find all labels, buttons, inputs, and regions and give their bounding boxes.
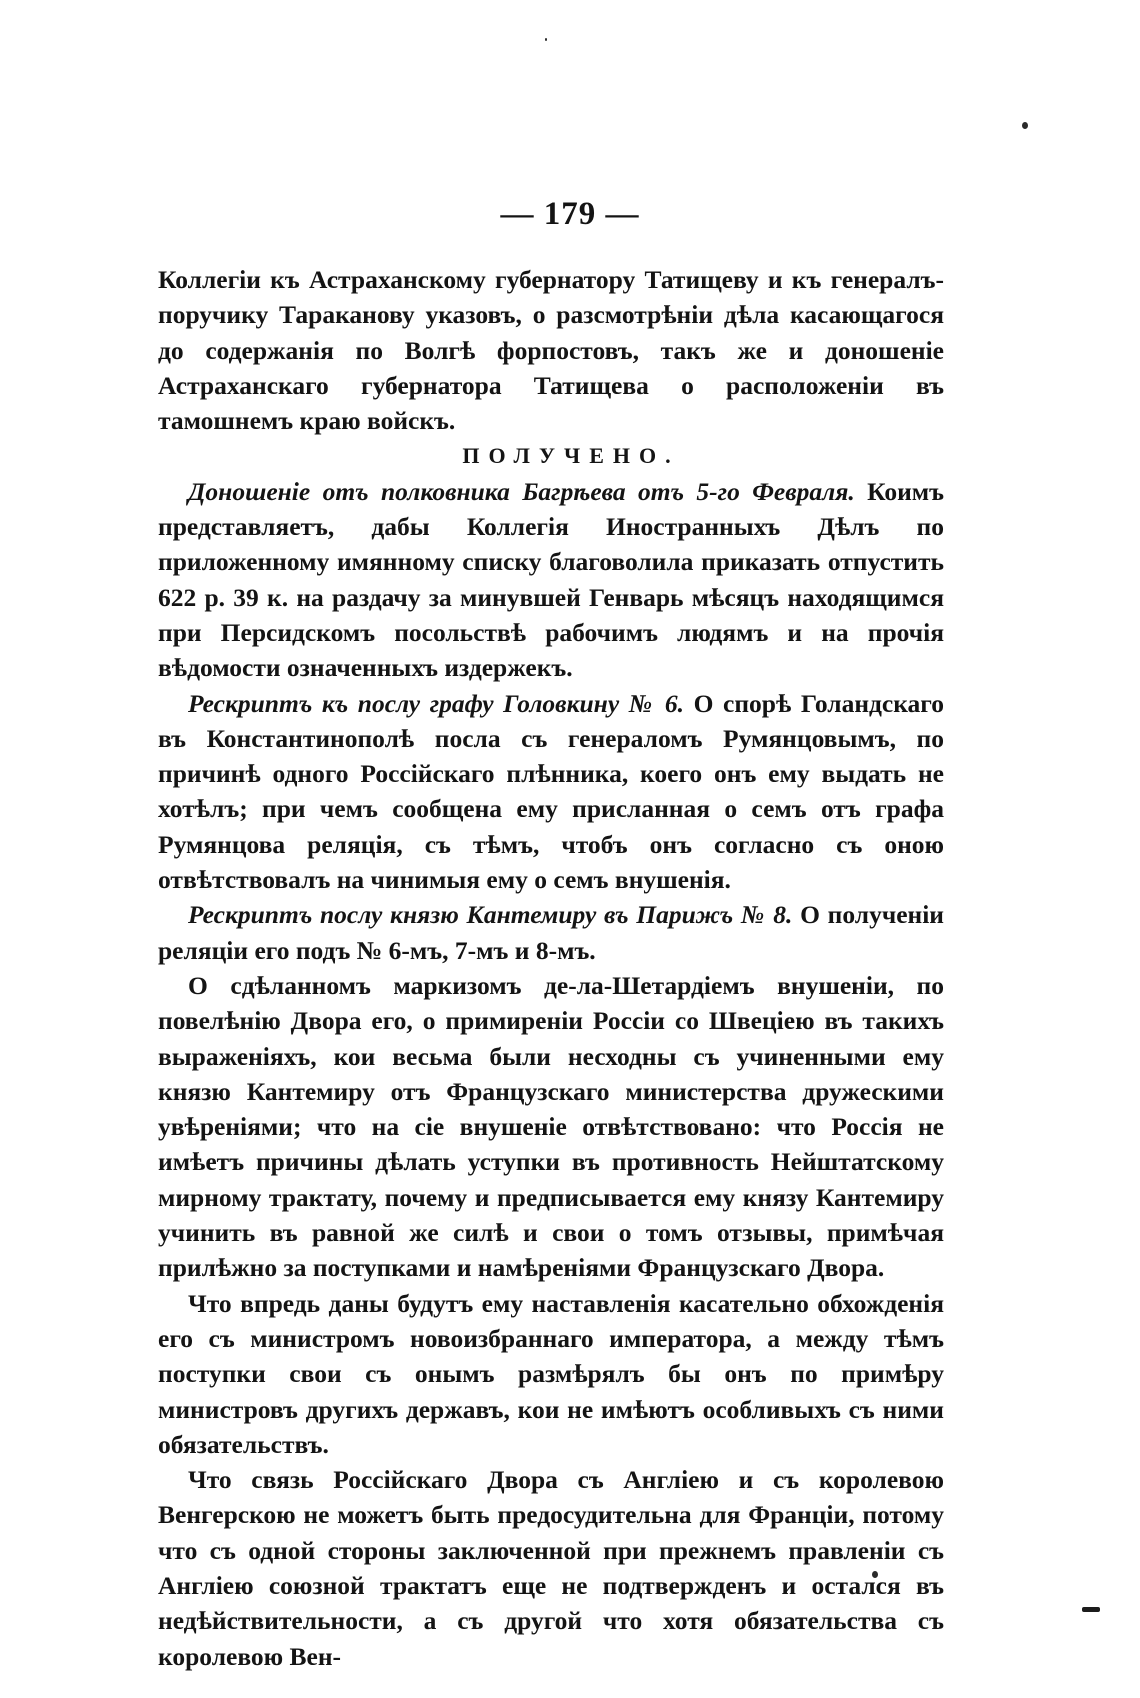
document-title: Рескриптъ къ послу графу Головкину № 6. bbox=[188, 688, 685, 718]
paragraph bbox=[158, 897, 944, 968]
document-title: Рескриптъ послу князю Кантемиру въ Парижъ № 8. bbox=[188, 900, 793, 930]
page-number: — 179 — bbox=[500, 196, 640, 232]
document-title: Доношеніе отъ полковника Багрѣева отъ 5-го Февраля. bbox=[188, 476, 855, 506]
paragraph-text: О полученіи реляціи его подъ № 6-мъ, 7-мъ и 8-мъ. bbox=[158, 900, 944, 965]
paragraph-text: Коимъ представляетъ, дабы Коллегія Иностранныхъ Дѣлъ по приложенному имянному списку благоволила приказать отпустить 622 р. 39 к. на раздачу за минувшей Генварь мѣсяцъ находящимся при Персидскомъ посольствѣ рабочимъ людямъ и на прочія вѣдомости означенныхъ издержекъ. bbox=[158, 476, 945, 683]
paragraph: Что связь Россійскаго Двора съ Англіею и съ королевою Венгерскою не можетъ быть предосудительна для Франціи, потому что съ одной стороны заключенной при прежнемъ правленіи съ Англіею союзной трактатъ еще не подтвержденъ и остался въ недѣйствительности, а съ другой что хотя обязательства съ королевою Вен- bbox=[158, 1465, 944, 1671]
paragraph bbox=[158, 474, 944, 686]
ink-speck bbox=[545, 38, 547, 41]
paragraph: Что впредь даны будутъ ему наставленія касательно обхожденія его съ министромъ новоизбраннаго императора, а между тѣмъ поступки свои съ онымъ размѣрялъ бы онъ по примѣру министровъ другихъ державъ, кои не имѣютъ особливыхъ съ ними обязательствъ. bbox=[158, 1288, 944, 1459]
paragraph: О сдѣланномъ маркизомъ де-ла-Шетардіемъ внушеніи, по повелѣнію Двора его, о примиреніи Россіи со Швеціею въ такихъ выраженіяхъ, кои весьма были несходны съ учиненными ему князю Кантемиру отъ Французскаго министерства дружескими увѣреніями; что на сіе внушеніе отвѣтствовано: что Россія не имѣетъ причины дѣлать уступки въ противность Нейштатскому мирному трактату, почему и предписывается ему князу Кантемиру учинить въ равной же силѣ и свои о томъ отзывы, примѣчая прилѣжно за поступками и намѣреніями Французскаго Двора. bbox=[158, 970, 944, 1283]
paragraph: Коллегіи къ Астраханскому губернатору Татищеву и къ генералъ-поручику Тараканову указовъ, о разсмотрѣніи дѣла касающагося до содержанія по Волгѣ форпостовъ, такъ же и доношеніе Астраханскаго губернатора Татищева о расположеніи въ тамошнемъ краю войскъ. bbox=[158, 265, 944, 436]
section-heading: ПОЛУЧЕНО. bbox=[462, 443, 680, 469]
ink-speck bbox=[1022, 122, 1028, 129]
paragraph-text: О спорѣ Голандскаго въ Константинополѣ посла съ генераломъ Румянцовымъ, по причинѣ одного Россійскаго плѣнника, коего онъ ему выдать не хотѣлъ; при чемъ сообщена ему присланная о семъ отъ графа Румянцова реляція, съ тѣмъ, чтобъ онъ согласно съ оною отвѣтствовалъ на чинимыя ему о семъ внушенія. bbox=[158, 688, 944, 895]
paragraph bbox=[158, 686, 944, 898]
margin-mark bbox=[1082, 1607, 1100, 1612]
body-text bbox=[158, 262, 944, 1674]
